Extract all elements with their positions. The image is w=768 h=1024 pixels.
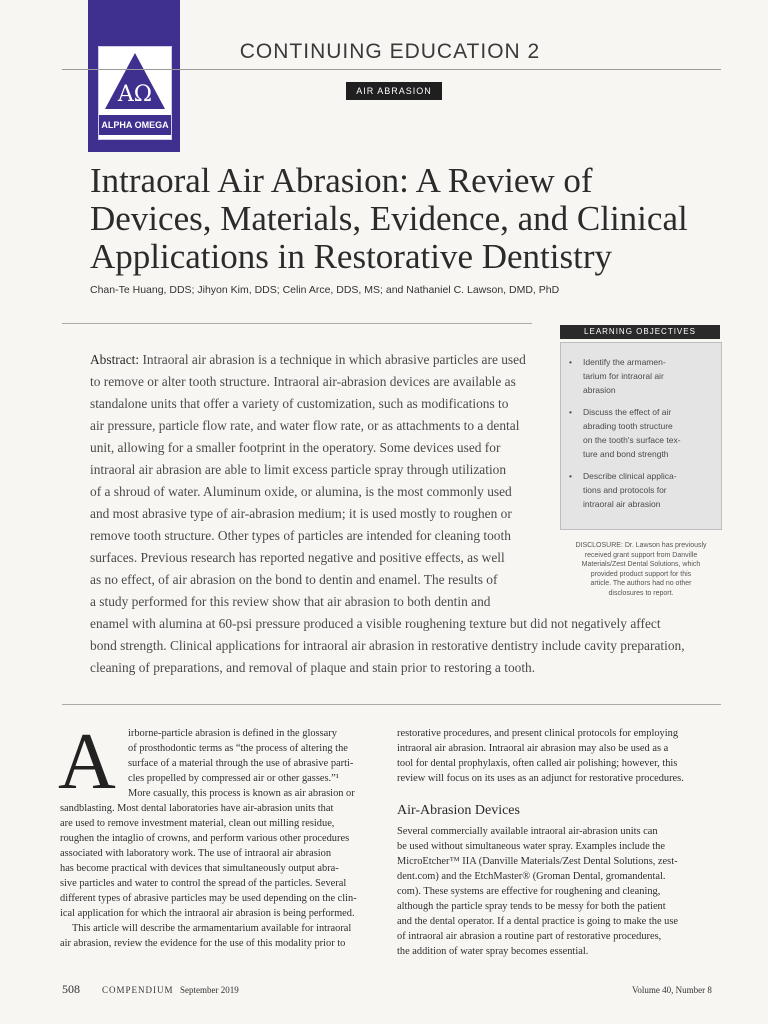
article-title <box>90 162 730 276</box>
body-line: tool for dental prophylaxis, often called air polishing; however, this <box>397 758 678 769</box>
abstract-line: air pressure, particle flow rate, and water flow rate, or as attachments to a dental <box>90 418 520 433</box>
abstract-line: to remove or alter tooth structure. Intraoral air-abrasion devices are available as <box>90 374 516 389</box>
body-line: cles propelled by compressed air or other gasses.”¹ <box>128 773 339 784</box>
body-line: associated with laboratory work. The use of intraoral air abrasion <box>60 848 332 859</box>
body-line: com). These systems are effective for roughening and cleaning, <box>397 886 661 897</box>
bullet-icon: • <box>569 357 572 367</box>
drop-cap: A <box>58 718 116 806</box>
section-title: CONTINUING EDUCATION 2 <box>239 40 541 63</box>
body-line: Several commercially available intraoral air-abrasion units can <box>397 826 658 837</box>
issue-date: September 2019 <box>180 985 239 995</box>
body-line: ical application for which the intraoral air abrasion is being performed. <box>60 908 355 919</box>
body-line: roughen the intaglio of crowns, and perform various other procedures <box>60 833 350 844</box>
alpha-omega-logo <box>88 0 180 152</box>
triangle-emblem-icon <box>103 51 167 111</box>
body-line: air abrasion, review the evidence for the use of this modality prior to <box>60 938 346 949</box>
bullet-icon: • <box>569 471 572 481</box>
abstract-top-divider <box>62 323 532 324</box>
abstract-line: unit, allowing for a smaller footprint in the operatory. Some devices used for <box>90 440 501 455</box>
abstract-line: surfaces. Previous research has reported negative and positive effects, as well <box>90 550 505 565</box>
abstract-line: Abstract: Intraoral air abrasion is a technique in which abrasive particles are used <box>90 352 526 367</box>
body-line: This article will describe the armamentarium available for intraoral <box>72 923 352 934</box>
abstract-line: intraoral air abrasion are able to limit excess particle spray through utilization <box>90 462 507 477</box>
body-line: although the particle spray tends to be messy for both the patient <box>397 901 666 912</box>
body-line: dent.com) and the EtchMaster® (Groman Dental, gromandental. <box>397 871 666 882</box>
objectives-box: • Identify the armamen- tarium for intraoral air abrasion • Discuss the effect of air abrading tooth structure on the tooth's surface tex- ture and bond strength • Describe clinical applica- tions and protocols for intraoral air abrasion <box>560 342 722 530</box>
body-line: surface of a material through the use of abrasive parti- <box>128 758 354 769</box>
category-tag: AIR ABRASION <box>346 82 442 100</box>
objectives-header: LEARNING OBJECTIVES <box>560 325 720 339</box>
abstract-line: a study performed for this review show that air abrasion to both dentin and <box>90 594 491 609</box>
abstract-line: as no effect, of air abrasion on the bond to dentin and enamel. The results of <box>90 572 498 587</box>
page-number: 508 <box>62 982 80 996</box>
body-line: review will focus on its uses as an adjunct for restorative procedures. <box>397 773 684 784</box>
header-divider <box>62 69 721 70</box>
body-line: and the dental operator. If a dental practice is going to make the use <box>397 916 679 927</box>
abstract-line: and most abrasive type of air-abrasion medium; it is used mostly to roughen or <box>90 506 512 521</box>
body-line: irborne-particle abrasion is defined in the glossary <box>128 728 337 739</box>
bullet-icon: • <box>569 407 572 417</box>
body-line: different types of abrasive particles may be used depending on the clin- <box>60 893 357 904</box>
section-heading: Air-Abrasion Devices <box>397 803 520 818</box>
body-line: the addition of water spray becomes essential. <box>397 946 589 957</box>
body-line: sive particles and water to control the spread of the particles. Several <box>60 878 347 889</box>
abstract-line: cleaning of preparations, and removal of plaque and stain prior to restoring a tooth. <box>90 660 536 675</box>
body-line: are used to remove investment material, clean out milling residue, <box>60 818 335 829</box>
abstract-label: Abstract: <box>90 352 140 367</box>
abstract-line: remove tooth structure. Other types of particles are intended for cleaning tooth <box>90 528 511 543</box>
authors: Chan-Te Huang, DDS; Jihyon Kim, DDS; Celin Arce, DDS, MS; and Nathaniel C. Lawson, DMD, PhD <box>90 284 560 296</box>
title-line: Intraoral Air Abrasion: A Review of <box>90 161 593 200</box>
volume-info: Volume 40, Number 8 <box>632 985 712 995</box>
body-line: of prosthodontic terms as “the process of altering the <box>128 743 348 754</box>
publication-name: COMPENDIUM <box>102 985 174 995</box>
body-line: More casually, this process is known as air abrasion or <box>128 788 355 799</box>
disclosure: DISCLOSURE: Dr. Lawson has previously received grant support from Danville Materials/Zest Dental Solutions, which provided product support for this article. The authors had no other disclosures to report. <box>575 542 707 597</box>
logo-text: ALPHA OMEGA <box>99 115 171 135</box>
body-line: has become practical with devices that simultaneously output abra- <box>60 863 339 874</box>
body-line: restorative procedures, and present clinical protocols for employing <box>397 728 679 739</box>
abstract-line: of a shroud of water. Aluminum oxide, or alumina, is the most commonly used <box>90 484 512 499</box>
title-line: Devices, Materials, Evidence, and Clinical <box>90 199 688 238</box>
abstract-line: enamel with alumina at 60-psi pressure produced a visible roughening texture but did not negatively affect <box>90 616 661 631</box>
logo-emblem <box>98 46 172 140</box>
body-line: MicroEtcher™ IIA (Danville Materials/Zest Dental Solutions, zest- <box>397 856 678 867</box>
body-top-divider <box>62 704 721 705</box>
title-line: Applications in Restorative Dentistry <box>90 237 612 276</box>
abstract-line: bond strength. Clinical applications for intraoral air abrasion in restorative dentistry include cavity preparation, <box>90 638 685 653</box>
logo-symbol: AΩ <box>117 82 153 107</box>
body-line: intraoral air abrasion. Intraoral air abrasion may also be used as a <box>397 743 669 754</box>
body-line: of intraoral air abrasion a routine part of restorative procedures, <box>397 931 662 942</box>
body-line: sandblasting. Most dental laboratories have air-abrasion units that <box>60 803 334 814</box>
abstract-line: standalone units that offer a variety of customization, such as modifications to <box>90 396 509 411</box>
body-line: be used without simultaneous water spray. Examples include the <box>397 841 665 852</box>
